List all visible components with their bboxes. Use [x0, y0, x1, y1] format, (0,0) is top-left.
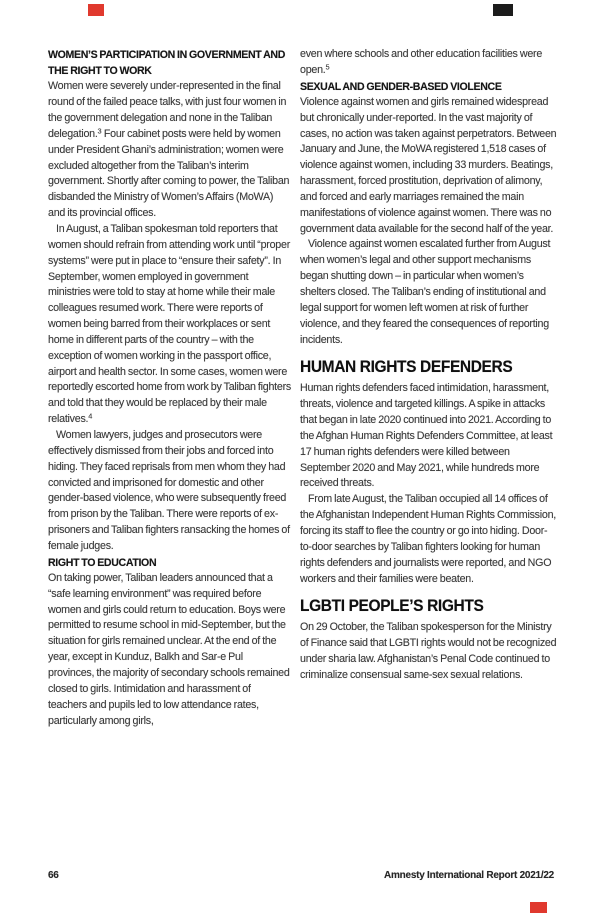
left-column [48, 47, 291, 729]
paragraph-women-lawyers: Women lawyers, judges and prosecutors were effectively dismissed from their jobs and forced into hiding. They faced reprisals from men whom they had convicted and imprisoned for domestic and other gender-based violence, who were subsequently freed from prison by the Taliban. There were reports of ex-prisoners and Taliban fighters ransacking the homes of female judges. [48, 428, 290, 552]
report-title: Amnesty International Report 2021/22 [384, 870, 554, 881]
paragraph-text: In August, a Taliban spokesman told reporters that women should refrain from attending work until “proper systems” were put in place to “ensure their safety”. In September, women employed in government ministries were told to stay at home while their male colleagues resumed work. There were reports of women being barred from their workplaces or sent home in different parts of the country – with the exception of women working in the passport office, airport and health sector. In some cases, women were reportedly escorted home from work by Taliban fighters and told that they would be replaced by their male relatives. [48, 223, 291, 426]
paragraph-text: even where schools and other education facilities were open. [300, 48, 543, 76]
registration-mark-red-bottom-right [530, 902, 547, 913]
paragraph-education: On taking power, Taliban leaders announced that a “safe learning environment” was required before women and girls could return to education. Boys were permitted to resume school in mid-September, but the situation for girls remained unclear. At the end of the year, except in Kunduz, Balkh and Sar-e Pul provinces, the majority of secondary schools remained closed to girls. Intimidation and harassment of teachers and pupils led to low attendance rates, particularly among girls, [48, 571, 290, 727]
subheading-womens-participation: WOMEN’S PARTICIPATION IN GOVERNMENT AND THE RIGHT TO WORK [48, 49, 286, 78]
paragraph-defenders-attacks: Human rights defenders faced intimidation, harassment, threats, violence and targeted killings. A spike in attacks that began in late 2020 continued into 2021. According to the Afghan Human Rights Defenders Committee, at least 17 human rights defenders were killed between September 2020 and May 2021, while hundreds more received threats. [300, 382, 553, 490]
footnote-ref-3: 3 [97, 126, 102, 136]
subheading-right-to-education: RIGHT TO EDUCATION [48, 556, 157, 569]
registration-mark-black-top-right [493, 4, 513, 16]
page-footer [48, 870, 554, 881]
paragraph-lgbti: On 29 October, the Taliban spokesperson for the Ministry of Finance said that LGBTI rights would not be recognized under sharia law. Afghanistan’s Penal Code continued to criminalize consensual same-sex sexual relations. [300, 621, 557, 681]
footnote-ref-5: 5 [325, 62, 330, 72]
paragraph-peace-talks [48, 79, 291, 222]
paragraph-text: Women were severely under-represented in the final round of the failed peace talks, with just four women in the government delegation and none in the Taliban delegation. [48, 80, 287, 140]
heading-human-rights-defenders: HUMAN RIGHTS DEFENDERS [300, 358, 513, 377]
paragraph-violence-escalation: Violence against women escalated further from August when women’s legal and other support mechanisms began shutting down – in particular when women’s shelters closed. The Taliban’s ending of institutional and legal support for women left women at risk of further violence, and they feared the consequences of reporting incidents. [300, 238, 551, 346]
page-number: 66 [48, 870, 59, 881]
registration-mark-red-top-left [88, 4, 104, 16]
right-column [300, 47, 558, 729]
heading-lgbti-peoples-rights: LGBTI PEOPLE’S RIGHTS [300, 597, 484, 616]
paragraph-text: Four cabinet posts were held by women under President Ghani’s administration; women were excluded altogether from the Taliban’s interim government. Shortly after coming to power, the Taliban disbanded the Ministry of Women’s Affairs (MoWA) and its provincial offices. [48, 127, 290, 220]
content-columns [48, 47, 558, 729]
paragraph-education-continued [300, 47, 558, 79]
subheading-sexual-gender-based-violence: SEXUAL AND GENDER-BASED VIOLENCE [300, 80, 502, 93]
paragraph-commission-occupied: From late August, the Taliban occupied all 14 offices of the Afghanistan Independent Human Rights Commission, forcing its staff to flee the country or go into hiding. Door-to-door searches by Taliban fighters looking for human rights defenders and journalists were reported, and NGO workers and their families were beaten. [300, 493, 557, 585]
footnote-ref-4: 4 [88, 411, 93, 421]
paragraph-august-spokesman [48, 222, 291, 428]
paragraph-violence-statistics: Violence against women and girls remained widespread but chronically under-reported. In the vast majority of cases, no action was taken against perpetrators. Between January and June, the MoWA registered 1,518 cases of violence against women, including 33 murders. Beatings, harassment, forced prostitution, deprivation of alimony, and forced and early marriages remained the main manifestations of violence against women. There was no government data available for the second half of the year. [300, 95, 557, 235]
